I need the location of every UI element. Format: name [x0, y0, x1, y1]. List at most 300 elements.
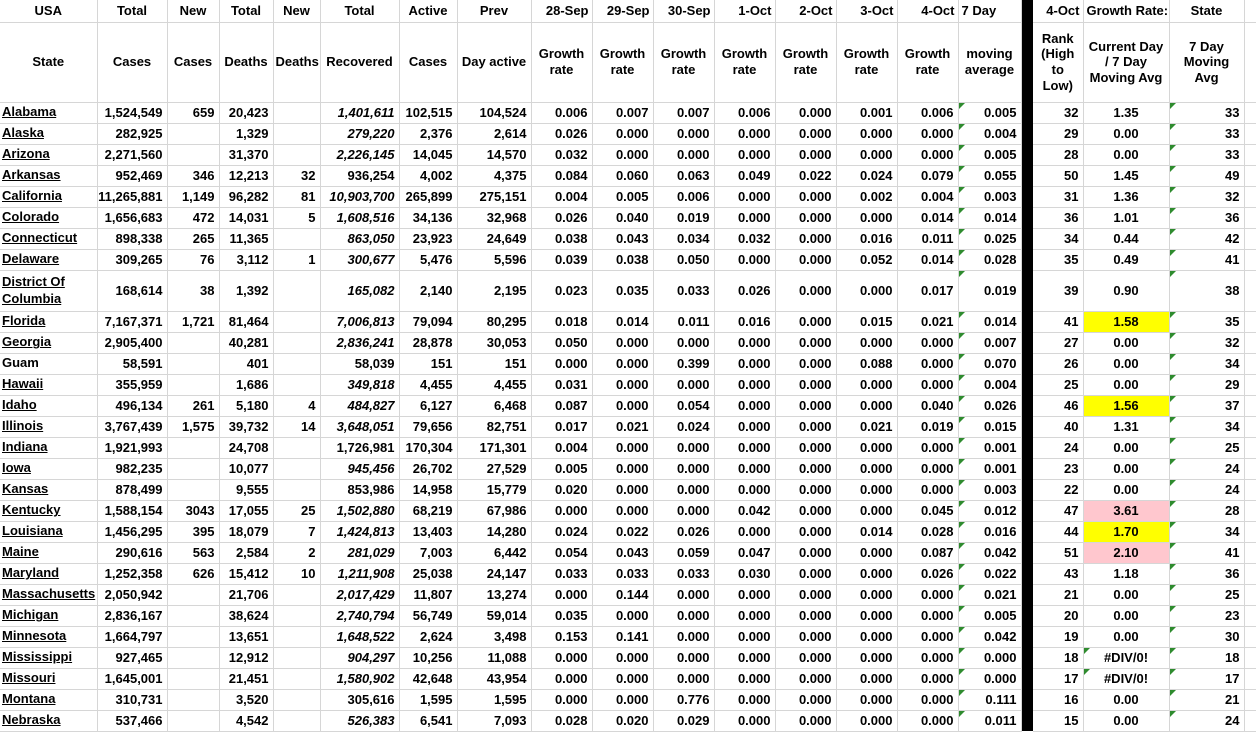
cell-growth-rate-5[interactable]: 0.000	[775, 668, 836, 689]
cell-growth-rate-2[interactable]: 0.033	[592, 563, 653, 584]
cell-current-day-ratio[interactable]: 1.45	[1083, 165, 1169, 186]
cell-total-cases[interactable]: 3,767,439	[97, 416, 167, 437]
cell-growth-rate-6[interactable]: 0.000	[836, 584, 897, 605]
cell-current-day-ratio[interactable]: #DIV/0!	[1083, 668, 1169, 689]
cell-7day-moving-average[interactable]: 0.001	[958, 458, 1021, 479]
cell-growth-rate-2[interactable]: 0.038	[592, 249, 653, 270]
header-day-active[interactable]: Day active	[457, 22, 531, 102]
cell-new-cases[interactable]: 563	[167, 542, 219, 563]
cell-total-deaths[interactable]: 401	[219, 353, 273, 374]
cell-growth-rate-7[interactable]: 0.000	[897, 710, 958, 731]
header-rank[interactable]: Rank (High to Low)	[1033, 22, 1083, 102]
cell-growth-rate-3[interactable]: 0.026	[653, 521, 714, 542]
cell-new-deaths[interactable]	[273, 270, 320, 311]
cell-new-cases[interactable]: 265	[167, 228, 219, 249]
cell-active-cases[interactable]: 13,403	[399, 521, 457, 542]
cell-state-name[interactable]: Alaska	[0, 123, 97, 144]
cell-total-deaths[interactable]: 10,077	[219, 458, 273, 479]
header-date-3oct[interactable]: 3-Oct	[836, 0, 897, 22]
cell-growth-rate-4[interactable]: 0.047	[714, 542, 775, 563]
cell-rank[interactable]: 22	[1033, 479, 1083, 500]
cell-total-cases[interactable]: 168,614	[97, 270, 167, 311]
cell-new-cases[interactable]	[167, 437, 219, 458]
cell-growth-rate-2[interactable]: 0.060	[592, 165, 653, 186]
cell-state-name[interactable]: Arkansas	[0, 165, 97, 186]
cell-total-deaths[interactable]: 14,031	[219, 207, 273, 228]
cell-prev-day-active[interactable]: 80,295	[457, 311, 531, 332]
cell-growth-rate-1[interactable]: 0.032	[531, 144, 592, 165]
cell-rank[interactable]: 27	[1033, 332, 1083, 353]
cell-state-name[interactable]: Colorado	[0, 207, 97, 228]
cell-active-cases[interactable]: 14,045	[399, 144, 457, 165]
cell-state-7day-avg[interactable]: 49	[1169, 165, 1244, 186]
cell-new-deaths[interactable]	[273, 479, 320, 500]
cell-state-name[interactable]: Maryland	[0, 563, 97, 584]
cell-total-cases[interactable]: 1,252,358	[97, 563, 167, 584]
cell-growth-rate-4[interactable]: 0.000	[714, 605, 775, 626]
cell-current-day-ratio[interactable]: 0.00	[1083, 437, 1169, 458]
cell-state-7day-avg[interactable]: 35	[1169, 311, 1244, 332]
cell-growth-rate-7[interactable]: 0.000	[897, 144, 958, 165]
cell-growth-rate-5[interactable]: 0.000	[775, 311, 836, 332]
cell-growth-rate-5[interactable]: 0.000	[775, 437, 836, 458]
cell-growth-rate-1[interactable]: 0.020	[531, 479, 592, 500]
cell-active-cases[interactable]: 7,003	[399, 542, 457, 563]
cell-new-cases[interactable]: 395	[167, 521, 219, 542]
cell-prev-day-active[interactable]: 6,442	[457, 542, 531, 563]
cell-growth-rate-5[interactable]: 0.000	[775, 228, 836, 249]
cell-growth-rate-6[interactable]: 0.015	[836, 311, 897, 332]
header-growth-rate-2[interactable]: Growth rate	[592, 22, 653, 102]
cell-7day-moving-average[interactable]: 0.015	[958, 416, 1021, 437]
cell-growth-rate-4[interactable]: 0.000	[714, 479, 775, 500]
cell-growth-rate-3[interactable]: 0.000	[653, 647, 714, 668]
cell-growth-rate-2[interactable]: 0.040	[592, 207, 653, 228]
cell-growth-rate-2[interactable]: 0.000	[592, 500, 653, 521]
cell-total-deaths[interactable]: 39,732	[219, 416, 273, 437]
cell-total-deaths[interactable]: 1,686	[219, 374, 273, 395]
cell-prev-day-active[interactable]: 59,014	[457, 605, 531, 626]
cell-growth-rate-7[interactable]: 0.045	[897, 500, 958, 521]
cell-growth-rate-6[interactable]: 0.000	[836, 689, 897, 710]
cell-active-cases[interactable]: 68,219	[399, 500, 457, 521]
cell-new-deaths[interactable]: 32	[273, 165, 320, 186]
cell-state-7day-avg[interactable]: 24	[1169, 479, 1244, 500]
cell-growth-rate-7[interactable]: 0.004	[897, 186, 958, 207]
cell-growth-rate-4[interactable]: 0.000	[714, 395, 775, 416]
cell-growth-rate-5[interactable]: 0.000	[775, 102, 836, 123]
cell-rank[interactable]: 34	[1033, 228, 1083, 249]
cell-current-day-ratio[interactable]: 0.00	[1083, 353, 1169, 374]
cell-growth-rate-2[interactable]: 0.021	[592, 416, 653, 437]
cell-growth-rate-7[interactable]: 0.000	[897, 458, 958, 479]
cell-new-deaths[interactable]: 4	[273, 395, 320, 416]
cell-active-cases[interactable]: 2,376	[399, 123, 457, 144]
cell-active-cases[interactable]: 34,136	[399, 207, 457, 228]
cell-current-day-ratio[interactable]: 2.10	[1083, 542, 1169, 563]
cell-growth-rate-5[interactable]: 0.000	[775, 374, 836, 395]
header-active[interactable]: Active	[399, 0, 457, 22]
cell-new-cases[interactable]: 76	[167, 249, 219, 270]
cell-7day-moving-average[interactable]: 0.003	[958, 479, 1021, 500]
cell-new-cases[interactable]: 261	[167, 395, 219, 416]
cell-current-day-ratio[interactable]: 0.49	[1083, 249, 1169, 270]
cell-growth-rate-2[interactable]: 0.000	[592, 123, 653, 144]
cell-new-cases[interactable]: 1,149	[167, 186, 219, 207]
cell-total-recovered[interactable]: 1,424,813	[320, 521, 399, 542]
header-state[interactable]: State	[1169, 0, 1244, 22]
cell-growth-rate-1[interactable]: 0.000	[531, 668, 592, 689]
cell-current-day-ratio[interactable]: 0.00	[1083, 144, 1169, 165]
cell-growth-rate-1[interactable]: 0.004	[531, 186, 592, 207]
cell-active-cases[interactable]: 6,541	[399, 710, 457, 731]
cell-7day-moving-average[interactable]: 0.019	[958, 270, 1021, 311]
cell-total-recovered[interactable]: 349,818	[320, 374, 399, 395]
cell-prev-day-active[interactable]: 67,986	[457, 500, 531, 521]
cell-current-day-ratio[interactable]: 0.90	[1083, 270, 1169, 311]
cell-growth-rate-2[interactable]: 0.007	[592, 102, 653, 123]
cell-new-deaths[interactable]: 1	[273, 249, 320, 270]
cell-growth-rate-2[interactable]: 0.000	[592, 374, 653, 395]
cell-rank[interactable]: 20	[1033, 605, 1083, 626]
cell-total-recovered[interactable]: 281,029	[320, 542, 399, 563]
cell-prev-day-active[interactable]: 151	[457, 353, 531, 374]
cell-current-day-ratio[interactable]: 1.18	[1083, 563, 1169, 584]
cell-7day-moving-average[interactable]: 0.000	[958, 668, 1021, 689]
cell-state-7day-avg[interactable]: 36	[1169, 207, 1244, 228]
cell-growth-rate-2[interactable]: 0.005	[592, 186, 653, 207]
cell-total-cases[interactable]: 898,338	[97, 228, 167, 249]
header-date-28sep[interactable]: 28-Sep	[531, 0, 592, 22]
cell-growth-rate-7[interactable]: 0.006	[897, 102, 958, 123]
cell-rank[interactable]: 43	[1033, 563, 1083, 584]
cell-rank[interactable]: 31	[1033, 186, 1083, 207]
cell-active-cases[interactable]: 23,923	[399, 228, 457, 249]
cell-growth-rate-2[interactable]: 0.022	[592, 521, 653, 542]
cell-new-cases[interactable]: 1,721	[167, 311, 219, 332]
cell-growth-rate-2[interactable]: 0.020	[592, 710, 653, 731]
cell-rank[interactable]: 51	[1033, 542, 1083, 563]
cell-total-cases[interactable]: 927,465	[97, 647, 167, 668]
cell-growth-rate-6[interactable]: 0.016	[836, 228, 897, 249]
cell-total-cases[interactable]: 1,645,001	[97, 668, 167, 689]
cell-new-deaths[interactable]: 5	[273, 207, 320, 228]
cell-growth-rate-4[interactable]: 0.000	[714, 689, 775, 710]
cell-growth-rate-2[interactable]: 0.000	[592, 458, 653, 479]
cell-growth-rate-4[interactable]: 0.000	[714, 144, 775, 165]
cell-growth-rate-6[interactable]: 0.000	[836, 144, 897, 165]
cell-growth-rate-3[interactable]: 0.000	[653, 500, 714, 521]
cell-rank[interactable]: 44	[1033, 521, 1083, 542]
cell-total-recovered[interactable]: 936,254	[320, 165, 399, 186]
cell-current-day-ratio[interactable]: 0.00	[1083, 710, 1169, 731]
cell-total-cases[interactable]: 1,524,549	[97, 102, 167, 123]
header-date-30sep[interactable]: 30-Sep	[653, 0, 714, 22]
cell-growth-rate-1[interactable]: 0.054	[531, 542, 592, 563]
cell-state-7day-avg[interactable]: 34	[1169, 521, 1244, 542]
cell-7day-moving-average[interactable]: 0.021	[958, 584, 1021, 605]
cell-state-7day-avg[interactable]: 24	[1169, 458, 1244, 479]
cell-growth-rate-6[interactable]: 0.014	[836, 521, 897, 542]
cell-state-7day-avg[interactable]: 42	[1169, 228, 1244, 249]
header-total-3[interactable]: Total	[320, 0, 399, 22]
cell-active-cases[interactable]: 151	[399, 353, 457, 374]
cell-prev-day-active[interactable]: 2,614	[457, 123, 531, 144]
cell-growth-rate-6[interactable]: 0.000	[836, 500, 897, 521]
cell-growth-rate-6[interactable]: 0.000	[836, 458, 897, 479]
cell-active-cases[interactable]: 14,958	[399, 479, 457, 500]
cell-state-7day-avg[interactable]: 33	[1169, 144, 1244, 165]
cell-growth-rate-4[interactable]: 0.000	[714, 186, 775, 207]
cell-growth-rate-2[interactable]: 0.000	[592, 479, 653, 500]
cell-growth-rate-7[interactable]: 0.000	[897, 479, 958, 500]
cell-state-7day-avg[interactable]: 25	[1169, 437, 1244, 458]
cell-rank[interactable]: 24	[1033, 437, 1083, 458]
cell-prev-day-active[interactable]: 14,570	[457, 144, 531, 165]
cell-total-cases[interactable]: 355,959	[97, 374, 167, 395]
cell-growth-rate-1[interactable]: 0.000	[531, 500, 592, 521]
cell-total-recovered[interactable]: 2,836,241	[320, 332, 399, 353]
cell-growth-rate-6[interactable]: 0.000	[836, 332, 897, 353]
cell-prev-day-active[interactable]: 171,301	[457, 437, 531, 458]
cell-active-cases[interactable]: 10,256	[399, 647, 457, 668]
cell-state-name[interactable]: Arizona	[0, 144, 97, 165]
cell-state-7day-avg[interactable]: 18	[1169, 647, 1244, 668]
cell-growth-rate-3[interactable]: 0.000	[653, 144, 714, 165]
cell-prev-day-active[interactable]: 43,954	[457, 668, 531, 689]
cell-current-day-ratio[interactable]: 0.00	[1083, 458, 1169, 479]
cell-growth-rate-7[interactable]: 0.000	[897, 668, 958, 689]
cell-state-7day-avg[interactable]: 23	[1169, 605, 1244, 626]
cell-growth-rate-7[interactable]: 0.000	[897, 689, 958, 710]
cell-state-7day-avg[interactable]: 38	[1169, 270, 1244, 311]
cell-new-cases[interactable]: 3043	[167, 500, 219, 521]
cell-growth-rate-3[interactable]: 0.000	[653, 668, 714, 689]
cell-rank[interactable]: 36	[1033, 207, 1083, 228]
cell-total-cases[interactable]: 1,456,295	[97, 521, 167, 542]
cell-growth-rate-5[interactable]: 0.000	[775, 689, 836, 710]
cell-rank[interactable]: 39	[1033, 270, 1083, 311]
cell-total-recovered[interactable]: 484,827	[320, 395, 399, 416]
cell-growth-rate-2[interactable]: 0.000	[592, 353, 653, 374]
cell-growth-rate-2[interactable]: 0.000	[592, 395, 653, 416]
cell-growth-rate-7[interactable]: 0.000	[897, 332, 958, 353]
cell-growth-rate-6[interactable]: 0.000	[836, 437, 897, 458]
cell-new-deaths[interactable]: 81	[273, 186, 320, 207]
cell-total-deaths[interactable]: 13,651	[219, 626, 273, 647]
cell-new-deaths[interactable]	[273, 647, 320, 668]
cell-growth-rate-3[interactable]: 0.000	[653, 123, 714, 144]
cell-7day-moving-average[interactable]: 0.003	[958, 186, 1021, 207]
header-usa[interactable]: USA	[0, 0, 97, 22]
header-deaths[interactable]: Deaths	[219, 22, 273, 102]
cell-new-deaths[interactable]	[273, 311, 320, 332]
cell-active-cases[interactable]: 79,656	[399, 416, 457, 437]
cell-growth-rate-4[interactable]: 0.000	[714, 458, 775, 479]
cell-total-recovered[interactable]: 2,226,145	[320, 144, 399, 165]
cell-growth-rate-4[interactable]: 0.000	[714, 374, 775, 395]
cell-prev-day-active[interactable]: 4,455	[457, 374, 531, 395]
header-cases[interactable]: Cases	[97, 22, 167, 102]
cell-current-day-ratio[interactable]: 0.00	[1083, 626, 1169, 647]
cell-growth-rate-4[interactable]: 0.000	[714, 332, 775, 353]
cell-7day-moving-average[interactable]: 0.004	[958, 123, 1021, 144]
cell-prev-day-active[interactable]: 14,280	[457, 521, 531, 542]
cell-new-deaths[interactable]: 2	[273, 542, 320, 563]
cell-state-name[interactable]: Michigan	[0, 605, 97, 626]
cell-growth-rate-5[interactable]: 0.000	[775, 332, 836, 353]
cell-growth-rate-4[interactable]: 0.000	[714, 416, 775, 437]
cell-growth-rate-2[interactable]: 0.141	[592, 626, 653, 647]
cell-current-day-ratio[interactable]: 0.00	[1083, 123, 1169, 144]
cell-new-cases[interactable]	[167, 689, 219, 710]
cell-growth-rate-5[interactable]: 0.000	[775, 353, 836, 374]
cell-state-name[interactable]: Nebraska	[0, 710, 97, 731]
cell-7day-moving-average[interactable]: 0.005	[958, 605, 1021, 626]
cell-7day-moving-average[interactable]: 0.014	[958, 207, 1021, 228]
cell-new-cases[interactable]: 1,575	[167, 416, 219, 437]
cell-7day-moving-average[interactable]: 0.025	[958, 228, 1021, 249]
cell-rank[interactable]: 40	[1033, 416, 1083, 437]
cell-rank[interactable]: 41	[1033, 311, 1083, 332]
cell-7day-moving-average[interactable]: 0.004	[958, 374, 1021, 395]
cell-new-deaths[interactable]	[273, 228, 320, 249]
cell-7day-moving-average[interactable]: 0.055	[958, 165, 1021, 186]
cell-total-deaths[interactable]: 17,055	[219, 500, 273, 521]
cell-state-7day-avg[interactable]: 33	[1169, 102, 1244, 123]
cell-active-cases[interactable]: 11,807	[399, 584, 457, 605]
cell-growth-rate-1[interactable]: 0.023	[531, 270, 592, 311]
cell-growth-rate-3[interactable]: 0.000	[653, 437, 714, 458]
cell-total-recovered[interactable]: 904,297	[320, 647, 399, 668]
cell-rank[interactable]: 32	[1033, 102, 1083, 123]
cell-total-deaths[interactable]: 20,423	[219, 102, 273, 123]
cell-rank[interactable]: 23	[1033, 458, 1083, 479]
cell-new-deaths[interactable]	[273, 437, 320, 458]
cell-new-deaths[interactable]	[273, 458, 320, 479]
cell-total-recovered[interactable]: 3,648,051	[320, 416, 399, 437]
cell-prev-day-active[interactable]: 11,088	[457, 647, 531, 668]
cell-active-cases[interactable]: 170,304	[399, 437, 457, 458]
cell-total-cases[interactable]: 878,499	[97, 479, 167, 500]
cell-growth-rate-7[interactable]: 0.028	[897, 521, 958, 542]
cell-total-recovered[interactable]: 2,017,429	[320, 584, 399, 605]
cell-active-cases[interactable]: 6,127	[399, 395, 457, 416]
cell-prev-day-active[interactable]: 5,596	[457, 249, 531, 270]
cell-total-recovered[interactable]: 1,648,522	[320, 626, 399, 647]
cell-current-day-ratio[interactable]: 1.31	[1083, 416, 1169, 437]
cell-growth-rate-6[interactable]: 0.000	[836, 542, 897, 563]
cell-total-deaths[interactable]: 9,555	[219, 479, 273, 500]
cell-new-cases[interactable]	[167, 479, 219, 500]
cell-growth-rate-7[interactable]: 0.000	[897, 584, 958, 605]
cell-7day-moving-average[interactable]: 0.028	[958, 249, 1021, 270]
header-growth-rate-5[interactable]: Growth rate	[775, 22, 836, 102]
cell-total-recovered[interactable]: 165,082	[320, 270, 399, 311]
cell-rank[interactable]: 21	[1033, 584, 1083, 605]
cell-total-deaths[interactable]: 38,624	[219, 605, 273, 626]
cell-growth-rate-4[interactable]: 0.000	[714, 584, 775, 605]
cell-growth-rate-4[interactable]: 0.000	[714, 353, 775, 374]
cell-total-cases[interactable]: 1,588,154	[97, 500, 167, 521]
cell-total-deaths[interactable]: 96,282	[219, 186, 273, 207]
header-7day[interactable]: 7 Day	[958, 0, 1021, 22]
cell-rank[interactable]: 26	[1033, 353, 1083, 374]
cell-new-deaths[interactable]: 10	[273, 563, 320, 584]
header-new-2[interactable]: New	[273, 0, 320, 22]
cell-total-deaths[interactable]: 15,412	[219, 563, 273, 584]
cell-new-cases[interactable]: 472	[167, 207, 219, 228]
cell-growth-rate-4[interactable]: 0.026	[714, 270, 775, 311]
cell-total-cases[interactable]: 2,836,167	[97, 605, 167, 626]
cell-growth-rate-5[interactable]: 0.000	[775, 500, 836, 521]
cell-active-cases[interactable]: 28,878	[399, 332, 457, 353]
cell-growth-rate-1[interactable]: 0.000	[531, 689, 592, 710]
cell-state-name[interactable]: Delaware	[0, 249, 97, 270]
cell-growth-rate-6[interactable]: 0.000	[836, 395, 897, 416]
header-date-29sep[interactable]: 29-Sep	[592, 0, 653, 22]
cell-prev-day-active[interactable]: 275,151	[457, 186, 531, 207]
cell-growth-rate-4[interactable]: 0.000	[714, 437, 775, 458]
cell-7day-moving-average[interactable]: 0.005	[958, 144, 1021, 165]
cell-growth-rate-7[interactable]: 0.019	[897, 416, 958, 437]
cell-state-name[interactable]: Maine	[0, 542, 97, 563]
cell-growth-rate-7[interactable]: 0.000	[897, 123, 958, 144]
cell-new-deaths[interactable]: 25	[273, 500, 320, 521]
cell-total-recovered[interactable]: 1,580,902	[320, 668, 399, 689]
cell-new-deaths[interactable]	[273, 144, 320, 165]
cell-active-cases[interactable]: 2,140	[399, 270, 457, 311]
header-total[interactable]: Total	[97, 0, 167, 22]
cell-state-7day-avg[interactable]: 34	[1169, 416, 1244, 437]
cell-prev-day-active[interactable]: 1,595	[457, 689, 531, 710]
cell-new-deaths[interactable]	[273, 584, 320, 605]
cell-state-7day-avg[interactable]: 41	[1169, 249, 1244, 270]
cell-state-7day-avg[interactable]: 34	[1169, 353, 1244, 374]
cell-growth-rate-3[interactable]: 0.000	[653, 332, 714, 353]
cell-growth-rate-5[interactable]: 0.000	[775, 542, 836, 563]
cell-total-recovered[interactable]: 7,006,813	[320, 311, 399, 332]
cell-growth-rate-1[interactable]: 0.035	[531, 605, 592, 626]
cell-growth-rate-1[interactable]: 0.084	[531, 165, 592, 186]
header-state-label[interactable]: State	[0, 22, 97, 102]
cell-total-cases[interactable]: 2,271,560	[97, 144, 167, 165]
cell-growth-rate-6[interactable]: 0.000	[836, 207, 897, 228]
cell-current-day-ratio[interactable]: 0.00	[1083, 689, 1169, 710]
cell-growth-rate-1[interactable]: 0.033	[531, 563, 592, 584]
cell-growth-rate-4[interactable]: 0.032	[714, 228, 775, 249]
cell-growth-rate-2[interactable]: 0.035	[592, 270, 653, 311]
cell-growth-rate-3[interactable]: 0.054	[653, 395, 714, 416]
cell-state-name[interactable]: Hawaii	[0, 374, 97, 395]
cell-growth-rate-4[interactable]: 0.000	[714, 521, 775, 542]
header-total-2[interactable]: Total	[219, 0, 273, 22]
cell-growth-rate-6[interactable]: 0.000	[836, 710, 897, 731]
cell-new-cases[interactable]	[167, 605, 219, 626]
cell-growth-rate-3[interactable]: 0.007	[653, 102, 714, 123]
cell-new-cases[interactable]	[167, 626, 219, 647]
cell-growth-rate-6[interactable]: 0.000	[836, 605, 897, 626]
cell-growth-rate-1[interactable]: 0.018	[531, 311, 592, 332]
cell-growth-rate-4[interactable]: 0.030	[714, 563, 775, 584]
cell-total-deaths[interactable]: 18,079	[219, 521, 273, 542]
cell-growth-rate-3[interactable]: 0.034	[653, 228, 714, 249]
cell-total-recovered[interactable]: 305,616	[320, 689, 399, 710]
cell-growth-rate-7[interactable]: 0.014	[897, 207, 958, 228]
cell-total-recovered[interactable]: 2,740,794	[320, 605, 399, 626]
header-state-7day-avg[interactable]: 7 Day Moving Avg	[1169, 22, 1244, 102]
cell-growth-rate-5[interactable]: 0.000	[775, 626, 836, 647]
